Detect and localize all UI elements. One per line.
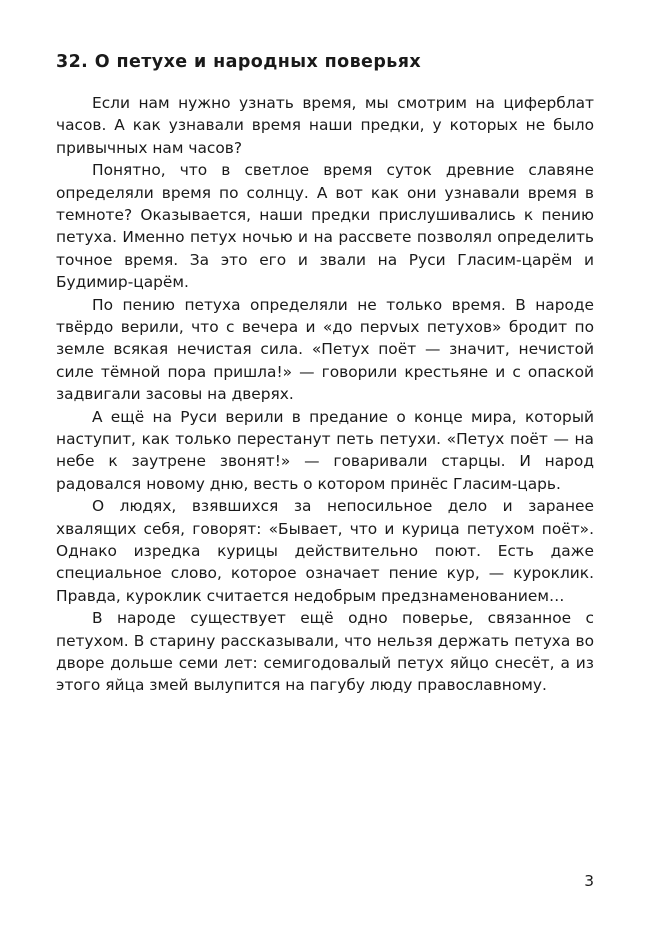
paragraph: Понятно, что в светлое время суток древние славяне определяли время по солнцу. А вот как они узнавали время в темноте? Оказывается, наши предки прислушивались к пению петуха. Именно петух ночью и на рассвете позволял определить точное время. За это его и звали на Руси Гласим-царём и Будимир-царём.: [56, 161, 594, 292]
article-body: [56, 92, 594, 697]
paragraph: По пению петуха определяли не только время. В народе твёрдо верили, что с вечера и «до перvых петухов» бродит по земле всякая нечистая сила. «Петух поёт — значит, нечистой силе тёмной пора пришла!» — говорили крестьяне и с опаской задвигали засовы на дверях.: [56, 295, 594, 404]
paragraph: В народе существует ещё одно поверье, связанное с петухом. В старину рассказывали, что нельзя держать петуха во дворе дольше семи лет: семигодовалый петух яйцо снесёт, а из этого яйца змей вылупится на пагубу люду православному.: [56, 609, 594, 695]
page-title-text: 32. О петухе и народных поверьях: [56, 52, 422, 72]
paragraph: Если нам нужно узнать время, мы смотрим на циферблат часов. А как узнавали время наши предки, у которых не было привычных нам часов?: [56, 93, 594, 157]
paragraph: А ещё на Руси верили в предание о конце мира, который наступит, как только перестанут петь петухи. «Петух поёт — на небе к заутрене звонят!» — говаривали старцы. И народ радовался новому дню, весть о котором принёс Гласим-царь.: [56, 407, 594, 493]
page-title: [56, 52, 594, 74]
page-number: 3: [584, 872, 594, 890]
paragraph: О людях, взявшихся за непосильное дело и заранее хвалящих себя, говорят: «Бывает, что и курица петухом поёт». Однако изредка курицы действительно поют. Есть даже специальное слово, которое означает пение кур, — куроклик. Правда, куроклик считается недобрым предзнаменованием…: [56, 497, 594, 605]
